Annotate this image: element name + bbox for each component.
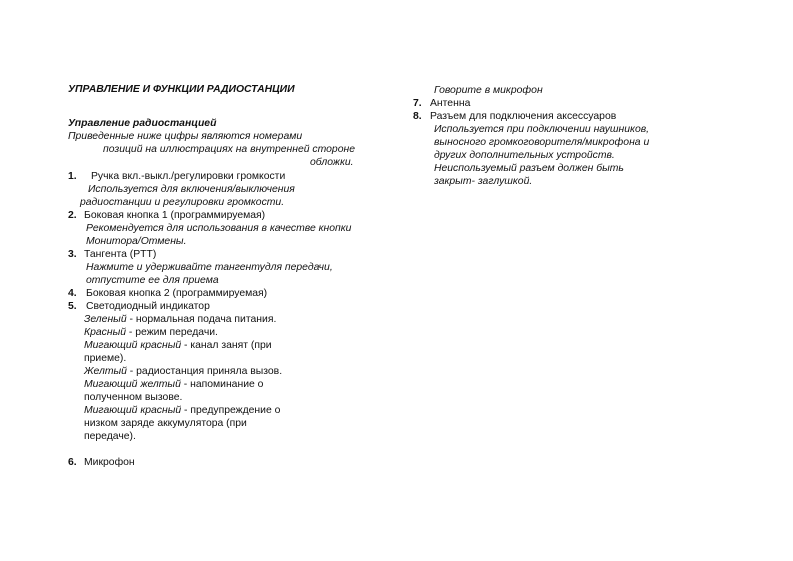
led-blink-red2-cont-1: низком заряде аккумулятора (при (84, 418, 247, 429)
item-3-title: Тангента (PTT) (84, 249, 157, 260)
item-6-desc: Говорите в микрофон (434, 85, 543, 96)
item-7-number: 7. (413, 98, 422, 109)
led-yellow-label: Желтый (84, 366, 127, 377)
item-2-number: 2. (68, 210, 77, 221)
intro-line-2: позиций на иллюстрациях на внутренней стороне (103, 144, 355, 155)
led-red-label: Красный (84, 327, 127, 338)
item-1-desc-2: радиостанции и регулировки громкости. (80, 197, 285, 208)
led-indicator-list (84, 313, 282, 443)
led-red-line (84, 326, 282, 339)
intro-line-1: Приведенные ниже цифры являются номерами (68, 131, 303, 142)
item-8-desc-1: Используется при подключении наушников, (434, 124, 650, 135)
led-blink-red2-label: Мигающий красный (84, 405, 182, 416)
item-8-desc-5: закрыт- заглушкой. (434, 176, 533, 187)
led-blink-red2-text: - предупреждение о (181, 405, 281, 416)
led-blink-red2-line (84, 404, 282, 417)
item-8-title: Разъем для подключения аксессуаров (430, 111, 617, 122)
item-2-title: Боковая кнопка 1 (программируемая) (84, 210, 266, 221)
item-4-number: 4. (68, 288, 77, 299)
led-yellow-line (84, 365, 282, 378)
led-green-label: Зеленый (84, 314, 127, 325)
item-4-title: Боковая кнопка 2 (программируемая) (86, 288, 268, 299)
section-heading: Управление радиостанцией (68, 118, 217, 129)
led-blink-red2-cont-2: передаче). (84, 431, 136, 442)
item-8-desc-4: Неиспользуемый разъем должен быть (434, 163, 624, 174)
led-blink-yellow-label: Мигающий желтый (84, 379, 181, 390)
led-red-text: - режим передачи. (126, 327, 218, 338)
item-1-title: Ручка вкл.-выкл./регулировки громкости (91, 171, 286, 182)
page-title: УПРАВЛЕНИЕ И ФУНКЦИИ РАДИОСТАНЦИИ (68, 84, 295, 95)
led-yellow-text: - радиостанция приняла вызов. (126, 366, 283, 377)
led-blink-yellow-text: - напоминание о (180, 379, 264, 390)
led-blink-yellow-cont: полученном вызове. (84, 392, 183, 403)
led-blink-red-cont: приеме). (84, 353, 127, 364)
intro-line-3: обложки. (310, 157, 354, 168)
item-6-number: 6. (68, 457, 77, 468)
item-8-desc-2: выносного громкоговорителя/микрофона и (434, 137, 650, 148)
led-green-line (84, 313, 282, 326)
item-6-title: Микрофон (84, 457, 135, 468)
item-1-desc-1: Используется для включения/выключения (88, 184, 295, 195)
item-3-number: 3. (68, 249, 77, 260)
item-8-number: 8. (413, 111, 422, 122)
item-8-description (434, 123, 649, 188)
item-2-desc-2: Монитора/Отмены. (86, 236, 187, 247)
item-2-desc-1: Рекомендуется для использования в качестве кнопки (86, 223, 352, 234)
led-green-text: - нормальная подача питания. (126, 314, 277, 325)
item-1-number: 1. (68, 171, 77, 182)
item-8-desc-3: других дополнительных устройств. (434, 150, 615, 161)
item-5-title: Светодиодный индикатор (86, 301, 210, 312)
item-3-desc-1: Нажмите и удерживайте тангентудля передачи, (86, 262, 333, 273)
item-5-number: 5. (68, 301, 77, 312)
led-blink-yellow-line (84, 378, 282, 391)
led-blink-red-line (84, 339, 282, 352)
led-blink-red-label: Мигающий красный (84, 340, 182, 351)
item-3-desc-2: отпустите ее для приема (86, 275, 219, 286)
item-7-title: Антенна (430, 98, 471, 109)
led-blink-red-text: - канал занят (при (181, 340, 272, 351)
